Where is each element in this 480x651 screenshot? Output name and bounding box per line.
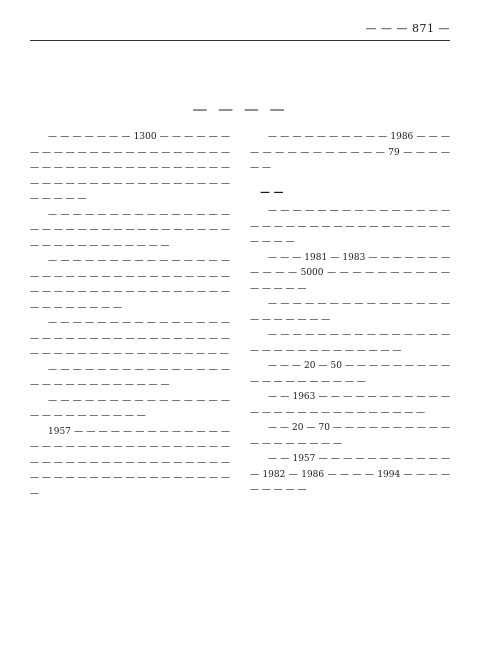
- body-paragraph: — — — — — — — — — — — — — — — — — — — — — — — — — — — — — — — — — — — — — — — — — — — — — — — — —: [30, 318, 230, 359]
- body-paragraph: — — — — — — — — — — 1986 — — — — — — — — — — — — — — 79 — — — — — —: [250, 132, 450, 173]
- body-paragraph: 1957 — — — — — — — — — — — — — — — — — — — — — — — — — — — — — — — — — — — — — — — — — — — — — — — — — — — — — — — — — — — — — — — — —: [30, 426, 230, 499]
- body-paragraph: — — — — — — — — — — — — — — — — — — — — — — — — — — — — — — — — — — — — — — — — — — — — — — — — — — — — — — — — —: [30, 256, 230, 313]
- biography-entry: — — 1957 — — — — — — — — — — — — 1982 — 1986 — — — — 1994 — — — — — — — — —: [250, 454, 450, 495]
- left-column: [30, 130, 230, 502]
- biography-entry: — — 1963 — — — — — — — — — — — — — — — — — — — — — — — — — —: [250, 392, 450, 418]
- section-title: — — — —: [192, 100, 288, 118]
- page-header: — — — 871 —: [365, 22, 450, 35]
- subsection-heading: — —: [260, 186, 284, 198]
- biography-entry: — — 20 — 70 — — — — — — — — — — — — — — — — — —: [250, 423, 450, 449]
- biography-entry: — — — 20 — 50 — — — — — — — — — — — — — — — — — — —: [250, 361, 450, 387]
- body-paragraph: — — — — — — — — — — — — — — — — — — — — — — — — — — — — — — — — — — — — — — — — — — — —: [30, 209, 230, 251]
- body-paragraph: — — — — — — — 1300 — — — — — — — — — — — — — — — — — — — — — — — — — — — — — — — — — — — — — — — — — — — — — — — — — — — — — — — — — — — — — —: [30, 132, 230, 204]
- header-rule: [30, 40, 450, 41]
- biography-entry: — — — — — — — — — — — — — — — — — — — — — —: [250, 299, 450, 325]
- biography-entry: — — — — — — — — — — — — — — — — — — — — — — — — — — — — — — — — — — — —: [250, 206, 450, 247]
- body-paragraph: — — — — — — — — — — — — — — — — — — — — — — — — —: [30, 395, 230, 421]
- biography-entry: — — — 1981 — 1983 — — — — — — — — — — — 5000 — — — — — — — — — — — — — — —: [250, 252, 450, 294]
- right-column: [250, 130, 450, 499]
- body-paragraph: — — — — — — — — — — — — — — — — — — — — — — — — — — —: [30, 364, 230, 390]
- biography-entry: — — — — — — — — — — — — — — — — — — — — — — — — — — — —: [250, 330, 450, 356]
